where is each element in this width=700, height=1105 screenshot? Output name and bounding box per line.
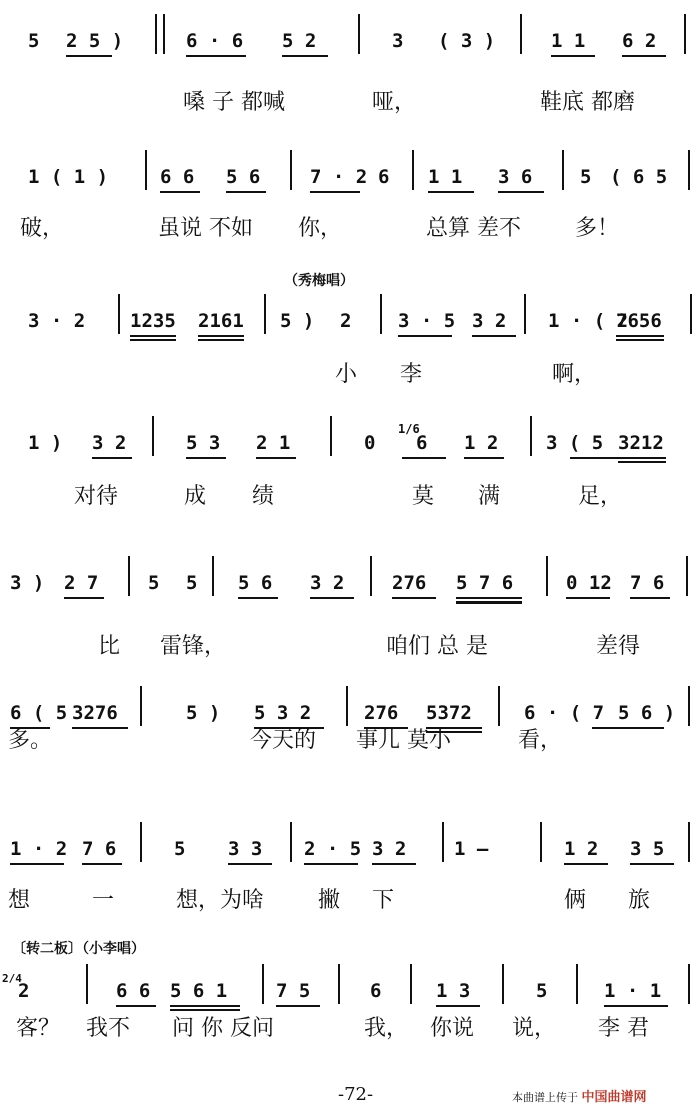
underline <box>64 597 104 599</box>
lyric: 破， <box>20 216 65 241</box>
underline <box>456 601 522 604</box>
note: 2 <box>18 980 30 1002</box>
underline <box>472 335 516 337</box>
underline <box>170 1005 240 1007</box>
note: 3 2 <box>372 838 407 860</box>
note: 5 6 <box>238 572 273 594</box>
underline <box>498 191 544 193</box>
lyric: 李 君 <box>598 1016 649 1041</box>
barline <box>688 150 690 190</box>
note: 3 · 5 <box>398 310 456 332</box>
note: 3 2 <box>310 572 345 594</box>
underline <box>570 457 666 459</box>
note: 5 <box>28 30 40 52</box>
barline <box>410 964 412 1004</box>
underline <box>256 457 296 459</box>
underline <box>630 863 674 865</box>
underline <box>564 863 608 865</box>
lyric: 雷锋， <box>160 634 227 659</box>
barline <box>338 964 340 1004</box>
note: 276 <box>364 702 399 724</box>
note: 7 · 2 <box>310 166 368 188</box>
underline <box>198 339 244 341</box>
note: 3276 <box>72 702 118 724</box>
barline <box>684 14 686 54</box>
note: 5 7 6 <box>456 572 514 594</box>
barline <box>290 150 292 190</box>
note: 5 ) <box>186 702 221 724</box>
note: 3 2 <box>92 432 127 454</box>
note: 2 <box>340 310 352 332</box>
note: 1 3 <box>436 980 471 1002</box>
note: 3 2 <box>472 310 507 332</box>
note: 5372 <box>426 702 472 724</box>
lyric: 下 <box>372 888 395 913</box>
lyric: 事儿 莫小 <box>356 728 451 753</box>
note: 3212 <box>618 432 664 454</box>
note: 1 · ( 2 <box>548 310 629 332</box>
lyric: 想，为啥 <box>176 888 265 913</box>
underline <box>116 1005 156 1007</box>
note: 1 ) <box>28 432 63 454</box>
lyric: 说， <box>512 1016 557 1041</box>
note: 6 <box>378 166 390 188</box>
lyric: 多。 <box>8 728 53 753</box>
underline <box>616 335 664 337</box>
barline <box>540 822 542 862</box>
barline <box>140 686 142 726</box>
lyric: 鞋底 都磨 <box>540 90 635 115</box>
lyric: 虽说 不如 <box>158 216 253 241</box>
underline <box>170 1009 240 1011</box>
lyric: 差得 <box>596 634 641 659</box>
note: 7 5 <box>276 980 311 1002</box>
lyric: 想 <box>8 888 31 913</box>
site-footer <box>512 1086 647 1105</box>
barline <box>140 822 142 862</box>
underline <box>304 863 358 865</box>
grace-note: 1/6 <box>398 422 420 436</box>
lyric: 小 <box>335 362 358 387</box>
barline <box>546 556 548 596</box>
note: 6 · ( 7 <box>524 702 605 724</box>
note: 3 ) <box>10 572 45 594</box>
barline <box>118 294 120 334</box>
lyric: 旅 <box>628 888 651 913</box>
note: 2 · 5 <box>304 838 362 860</box>
underline <box>10 863 64 865</box>
barline <box>690 294 692 334</box>
underline <box>226 191 266 193</box>
underline <box>464 457 504 459</box>
note: 5 6 ) <box>618 702 676 724</box>
underline <box>186 457 226 459</box>
note: 0 <box>364 432 376 454</box>
underline <box>130 335 176 337</box>
underline <box>456 597 522 599</box>
barline <box>524 294 526 334</box>
underline <box>82 863 122 865</box>
lyric: 啊， <box>552 362 597 387</box>
lyric: 莫 <box>412 484 435 509</box>
note: 5 <box>536 980 548 1002</box>
lyric: 问 你 反问 <box>172 1016 274 1041</box>
section-annotation: 〔转二板〕（小李唱） <box>12 941 145 957</box>
note: 5 3 2 <box>254 702 312 724</box>
underline <box>402 457 446 459</box>
note: 5 <box>186 572 198 594</box>
barline <box>212 556 214 596</box>
underline <box>428 191 474 193</box>
underline <box>630 597 670 599</box>
lyric: 一 <box>92 888 115 913</box>
note: ( 3 ) <box>438 30 496 52</box>
underline <box>616 339 664 341</box>
note: 5 2 <box>282 30 317 52</box>
barline <box>290 822 292 862</box>
underline <box>276 1005 320 1007</box>
note: 1235 <box>130 310 176 332</box>
barline <box>346 686 348 726</box>
lyric: 成 <box>184 484 207 509</box>
note: 1 2 <box>464 432 499 454</box>
underline <box>238 597 278 599</box>
barline <box>498 686 500 726</box>
underline <box>282 55 328 57</box>
underline <box>92 457 132 459</box>
barline <box>562 150 564 190</box>
barline <box>686 556 688 596</box>
barline <box>264 294 266 334</box>
lyric: 看， <box>518 728 563 753</box>
underline <box>130 339 176 341</box>
time-signature: 2/4 <box>2 972 22 985</box>
underline <box>228 863 272 865</box>
note: 5 3 <box>186 432 221 454</box>
lyric: 李 <box>400 362 423 387</box>
note: 1 ( 1 ) <box>28 166 109 188</box>
note: 6 6 <box>160 166 195 188</box>
note: 3 6 <box>498 166 533 188</box>
underline <box>592 727 664 729</box>
lyric: 绩 <box>252 484 275 509</box>
underline <box>186 55 246 57</box>
barline <box>530 416 532 456</box>
note: 1 1 <box>428 166 463 188</box>
barline <box>688 964 690 1004</box>
lyric: 嗓 子 都喊 <box>183 90 285 115</box>
note: 2 1 <box>256 432 291 454</box>
note: 6 ( 5 <box>10 702 68 724</box>
underline <box>72 727 128 729</box>
note: 3 3 <box>228 838 263 860</box>
barline <box>380 294 382 334</box>
lyric: 今天的 <box>250 728 317 753</box>
lyric: 我， <box>364 1016 409 1041</box>
lyric: 你， <box>298 216 343 241</box>
underline <box>622 55 666 57</box>
note: 7656 <box>616 310 662 332</box>
barline <box>358 14 360 54</box>
barline <box>688 686 690 726</box>
note: 3 <box>392 30 404 52</box>
note: 6 · 6 <box>186 30 244 52</box>
underline <box>310 597 354 599</box>
underline <box>618 461 666 463</box>
lyric: 对待 <box>74 484 119 509</box>
note: 1 · 1 <box>604 980 662 1002</box>
lyric: 满 <box>478 484 501 509</box>
lyric: 哑， <box>372 90 417 115</box>
barline <box>576 964 578 1004</box>
barline <box>502 964 504 1004</box>
page-number: -72- <box>338 1084 374 1105</box>
note: 6 <box>370 980 382 1002</box>
note: 6 6 <box>116 980 151 1002</box>
barline <box>128 556 130 596</box>
lyric: 俩 <box>564 888 587 913</box>
note: 3 ( 5 <box>546 432 604 454</box>
note: 5 6 1 <box>170 980 228 1002</box>
note: 5 <box>580 166 592 188</box>
barline <box>155 14 157 54</box>
note: 3 · 2 <box>28 310 86 332</box>
barline <box>412 150 414 190</box>
barline <box>330 416 332 456</box>
barline <box>145 150 147 190</box>
lyric: 多！ <box>575 216 620 241</box>
note: ( 6 5 <box>610 166 668 188</box>
barline <box>163 14 165 54</box>
note: 5 ) <box>280 310 315 332</box>
footer-text: 本曲谱上传于 <box>512 1091 578 1104</box>
barline <box>262 964 264 1004</box>
underline <box>372 863 416 865</box>
barline <box>520 14 522 54</box>
barline <box>86 964 88 1004</box>
note: 1 1 <box>551 30 586 52</box>
underline <box>160 191 200 193</box>
barline <box>370 556 372 596</box>
note: 7 6 <box>82 838 117 860</box>
singer-annotation: （秀梅唱） <box>284 273 354 289</box>
barline <box>442 822 444 862</box>
note: 1 — <box>454 838 489 860</box>
note: 5 6 <box>226 166 261 188</box>
note: 0 12 <box>566 572 612 594</box>
lyric: 撇 <box>318 888 341 913</box>
note: 1 2 <box>564 838 599 860</box>
note: 1 · 2 <box>10 838 68 860</box>
lyric: 客？ <box>16 1016 61 1041</box>
lyric: 我不 <box>86 1016 131 1041</box>
lyric: 你说 <box>430 1016 475 1041</box>
note: 3 5 <box>630 838 665 860</box>
underline <box>392 597 436 599</box>
underline <box>66 55 112 57</box>
lyric: 比 <box>98 634 121 659</box>
barline <box>152 416 154 456</box>
lyric: 足， <box>578 484 623 509</box>
underline <box>436 1005 480 1007</box>
underline <box>551 55 595 57</box>
note: 7 6 <box>630 572 665 594</box>
underline <box>198 335 244 337</box>
note: 6 2 <box>622 30 657 52</box>
note: 5 <box>174 838 186 860</box>
underline <box>310 191 360 193</box>
note: 2 7 <box>64 572 99 594</box>
underline <box>604 1005 668 1007</box>
note: 276 <box>392 572 427 594</box>
lyric: 咱们 总 是 <box>386 634 488 659</box>
underline <box>398 335 452 337</box>
note: 2161 <box>198 310 244 332</box>
site-logo-text: 中国曲谱网 <box>581 1090 647 1105</box>
note: 6 <box>416 432 428 454</box>
note: 5 <box>148 572 160 594</box>
barline <box>688 822 690 862</box>
underline <box>566 597 610 599</box>
lyric: 总算 差不 <box>426 216 521 241</box>
note: 2 5 ) <box>66 30 124 52</box>
